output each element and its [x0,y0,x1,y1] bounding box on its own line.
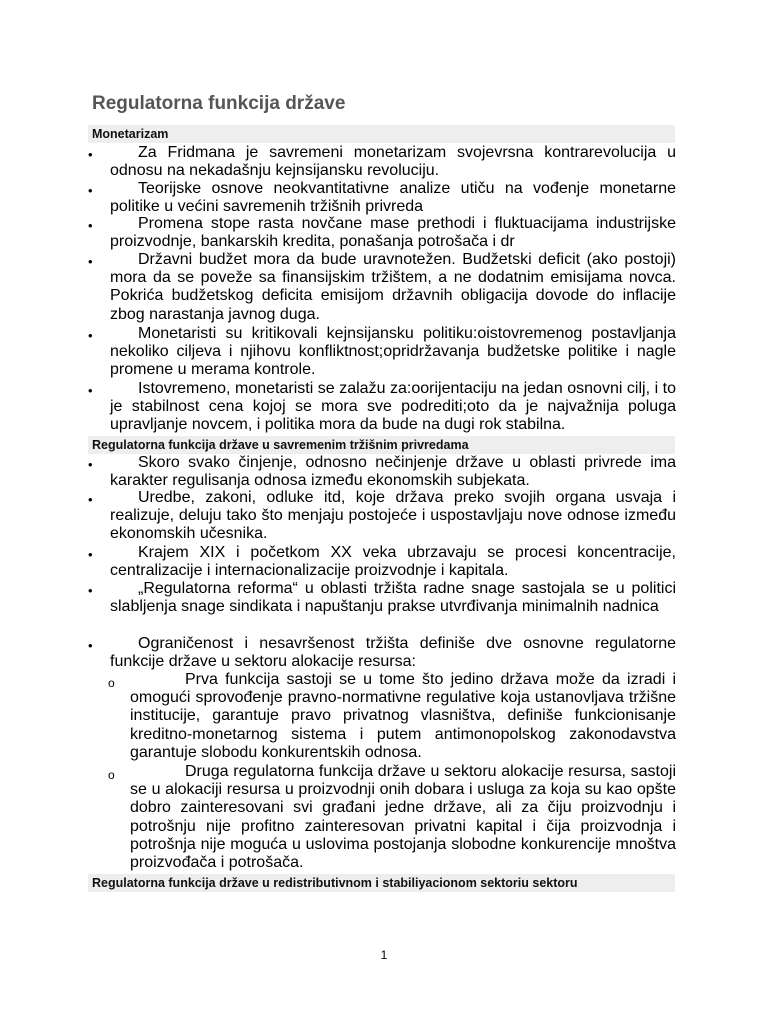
bullet-icon: • [88,638,93,653]
list-item: Istovremeno, monetaristi se zalažu za:oorijentaciju na jedan osnovni cilj, i to je stabilnost cena kojoj se mora sve podrediti;oto da je najvažnija poluga upravljanje novcem, i politika mora da bude na dugi rok stabilna. [110,380,676,434]
list-item: Monetaristi su kritikovali kejnsijansku politiku:oistovremenog postavljanja nekoliko ciljeva i njihovu konfliktnost;opridržavanja budžetske politike i nagle promene u merama kontrole. [110,325,676,379]
list-item: Uredbe, zakoni, odluke itd, koje država preko svojih organa usvaja i realizuje, deluju tako što menjaju postojeće i uspostavljaju nove odnose između ekonomskih učesnika. [110,489,676,543]
list-item: „Regulatorna reforma“ u oblasti tržišta radne snage sastojala se u politici slabljenja snage sindikata i napuštanju prakse utvrđivanja minimalnih nadnica [110,580,676,616]
bullet-icon: • [88,183,93,198]
sub-bullet-icon: o [108,768,115,782]
bullet-icon: • [88,254,93,269]
list-item: Državni budžet mora da bude uravnotežen. Budžetski deficit (ako postoji) mora da se poveže sa finansijskim tržištem, a ne dodatnim emisijama novca. Pokrića budžetskog deficita emisijom državnih obligacija dovode do inflacije zbog narastanja javnog duga. [110,251,676,323]
section-heading-savremene-privrede: Regulatorna funkcija države u savremenim tržišnim privredama [88,436,675,454]
bullet-icon: • [88,147,93,162]
bullet-icon: • [88,547,93,562]
list-item: Krajem XIX i početkom XX veka ubrzavaju se procesi koncentracije, centralizacije i internacionalizacije proizvodnje i kapitala. [110,544,676,580]
sub-list-item: Prva funkcija sastoji se u tome što jedino država može da izradi i omogući sprovođenje pravno-normativne regulative koja ustanovljava tržišne institucije, garantuje pravo privatnog vlasništva, definiše funkcionisanje kreditno-monetarnog sistema i putem antimonopolskog zakonodavstva garantuje slobodu konkurentskih odnosa. [130,671,676,761]
sub-bullet-icon: o [108,676,115,690]
list-item: Skoro svako činjenje, odnosno nečinjenje države u oblasti privrede ima karakter regulisanja odnosa između ekonomskih subjekata. [110,454,676,490]
sub-list-item: Druga regulatorna funkcija države u sektoru alokacije resursa, sastoji se u alokaciji resursa u proizvodnji onih dobara i usluga za koja su kao opšte dobro zainteresovani svi građani jedne države, ali za čiju proizvodnju i potrošnju nije profitno zainteresovan privatni kapital i čija proizvodnja i potrošnja nije moguća u uslovima postojanja slobodne konkurencije mnoštva proizvođača i potrošača. [130,763,676,872]
bullet-icon: • [88,328,93,343]
list-item: Promena stope rasta novčane mase prethodi i fluktuacijama industrijske proizvodnje, bankarskih kredita, ponašanja potrošača i dr [110,215,676,251]
section-heading-redistributivni: Regulatorna funkcija države u redistributivnom i stabiliyacionom sektoriu sektoru [88,874,675,892]
bullet-icon: • [88,218,93,233]
section-heading-monetarizam: Monetarizam [88,125,675,143]
bullet-icon: • [88,383,93,398]
page-title: Regulatorna funkcija države [92,93,346,114]
bullet-icon: • [88,492,93,507]
list-item: Ograničenost i nesavršenost tržišta definiše dve osnovne regulatorne funkcije države u sektoru alokacije resursa: [110,635,676,671]
page-number: 1 [380,948,388,962]
bullet-icon: • [88,583,93,598]
list-item: Za Fridmana je savremeni monetarizam svojevrsna kontrarevolucija u odnosu na nekadašnju kejnsijansku revoluciju. [110,144,676,180]
list-item: Teorijske osnove neokvantitativne analize utiču na vođenje monetarne politike u većini savremenih tržišnih privreda [110,180,676,216]
bullet-icon: • [88,457,93,472]
